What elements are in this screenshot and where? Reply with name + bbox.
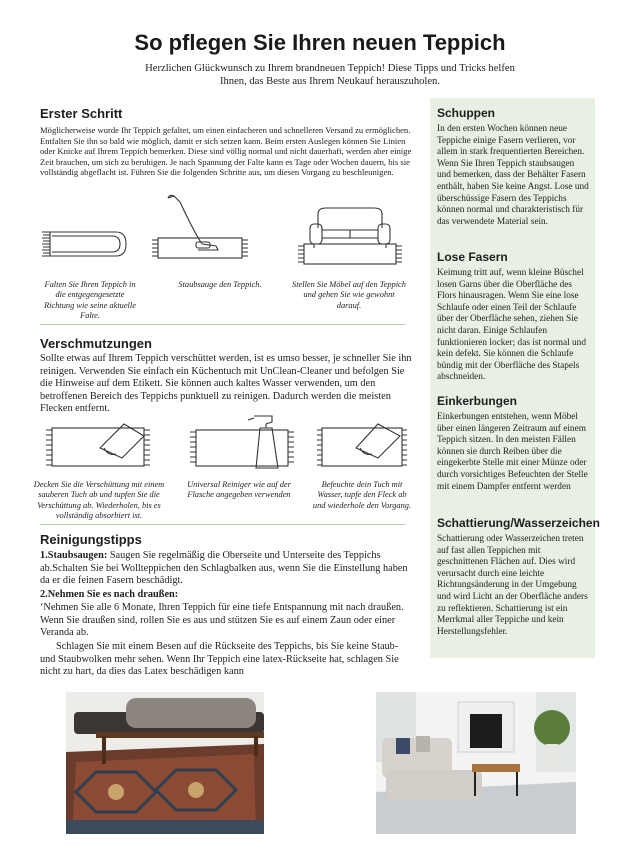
tip-outside-text2: Schlagen Sie mit einem Besen auf die Rückseite des Teppichs, bis Sie keine Staub- und Staubwolken mehr sehen. Wenn Ihr Teppich eine latex-Rückseite hat, schlagen Sie nicht zu hart, da dies das Latex beschädigen kann	[40, 641, 399, 678]
heading-verschmutzungen: Verschmutzungen	[40, 336, 152, 351]
spray-bottle-illustration	[188, 412, 298, 474]
sidebar-heading-schuppen: Schuppen	[437, 106, 496, 120]
tip-outside	[40, 589, 412, 602]
intro-text: Herzlichen Glückwunsch zu Ihrem brandneuen Teppich! Diese Tipps und Tricks helfen Ihnen, das Beste aus Ihrem Neukauf herauszuholen.	[145, 63, 515, 87]
caption-furniture: Stellen Sie Möbel auf den Teppich und gehen Sie wie gewohnt darauf.	[292, 280, 406, 310]
rug-bench-photo	[66, 692, 264, 834]
vacuum-illustration	[150, 192, 250, 268]
sidebar-text-schuppen: In den ersten Wochen können neue Teppiche einige Fasern verlieren, vor allem in stark frequentierten Bereichen. Wenn Sie Ihren Teppich staubsaugen und bemerken, dass der Behälter Fasern enthält, haben Sie keine Angst. Lose und überschüssige Fasern des Teppichs können normal und charakteristisch für das verwendete Material sein.	[437, 124, 589, 227]
erster-schritt-text: Möglicherweise wurde Ihr Teppich gefaltet, um einen einfacheren und schnelleren Versand zu ermöglichen. Entfalten Sie ihn so bald wie möglich, damit er sich setzen kann. Beim ersten Auslegen können Sie Linien oder Knicke auf Ihrem Teppich bemerken. Diese sind völlig normal und nicht dauerhaft, werden aber einige Zeit brauchen, um sich zu beruhigen. Je nach Spannung der Falte kann es Tage oder Wochen dauern, bis sie vollständig abgeflacht ist. Führen Sie die folgenden Schritte aus, um diesen Vorgang zu beschleunigen.	[40, 125, 412, 178]
page-title: So pflegen Sie Ihren neuen Teppich	[134, 30, 506, 55]
sidebar-text-schattierung: Schattierung oder Wasserzeichen treten auf fast allen Teppichen mit geschnittenen Flächen auf. Dies wird verursacht durch eine leichte Richtungsänderung in der Umgebung und wird Licht an der Oberfläche anders zu reflektieren. Schattierung ist ein Merrkmal aller Teppiche und kein Herstellungsfehler.	[437, 534, 588, 637]
heading-reinigungstipps: Reinigungstipps	[40, 532, 142, 547]
sidebar-heading-schattierung: Schattierung/Wasserzeichen	[437, 516, 600, 530]
tip-number: 2.	[40, 589, 48, 600]
caption-water: Befeuchte dein Tuch mit Wasser, tupfe den Fleck ab und wiederhole den Vorgang.	[312, 480, 412, 510]
tip-label: Nehmen Sie es nach draußen:	[47, 589, 179, 600]
caption-blot: Decken Sie die Verschüttung mit einem sauberen Tuch ab und tupfen Sie die Verschüttung ab. Wiederholen, bis es vollständig absorbiert ist.	[33, 480, 165, 521]
sofa-illustration	[296, 200, 404, 268]
sidebar-text-einkerbungen: Einkerbungen entstehen, wenn Möbel über einen längeren Zeitraum auf einem Teppich sitzen. In den meisten Fällen können sie durch Reiben über die eingekerbte Stelle mit einer Münze oder durch vorsichtiges Befeuchten der Stelle mit einem Dampfer entfernt werden	[437, 412, 588, 492]
sidebar-text-lose-fasern: Keimung tritt auf, wenn kleine Büschel losen Garns über die Oberfläche des Flors hinausragen. Wenn Sie eine lose Schlaufe oder einen Teil der Schlaufe über der Oberfläche sehen, ziehen Sie nicht daran. Einige Schlaufen funktionieren locker; das ist normal und kein defekt. Sie können die Schlaufe bündig mit der Oberfläche des Stapels abschneiden.	[437, 268, 586, 383]
wet-cloth-illustration	[316, 418, 408, 474]
divider	[40, 324, 405, 325]
tip-vacuum	[40, 550, 412, 588]
caption-fold: Falten Sie Ihren Teppich in die entgegengesetzte Richtung wie seine aktuelle Falte.	[44, 280, 136, 321]
sidebar-heading-einkerbungen: Einkerbungen	[437, 394, 518, 408]
folded-rug-illustration	[38, 218, 130, 268]
tip-number: 1.	[40, 550, 48, 561]
verschmutzungen-text: Sollte etwas auf Ihrem Teppich verschüttet werden, ist es umso besser, je schneller Sie ihn reinigen. Verwenden Sie einfach ein Küchentuch mit UnClean-Cleaner und befolgen Sie die Hinweise auf dem Etikett. Sie können auch kaltes Wasser verwenden, um den betroffenen Bereich des Teppichs punktuell zu reinigen. Dadurch werden die meisten Flecken entfernt.	[40, 353, 412, 415]
divider	[40, 524, 405, 525]
tip-text: Saugen Sie regelmäßig die Oberseite und Unterseite des Teppichs ab.Schalten Sie bei Wollteppichen den Schlagbalken aus, wenn Sie die Einstellung haben da er die feinen Fasern beschädigt.	[40, 550, 408, 587]
cloth-blot-illustration	[44, 418, 152, 474]
tip-label: Staubsaugen:	[47, 550, 108, 561]
sidebar-panel	[430, 98, 600, 658]
tip-outside-text: ‘Nehmen Sie alle 6 Monate, Ihren Teppich für eine tiefe Entspannung mit nach draußen. Wenn Sie draußen sind, rollen Sie es aus und stützen Sie es auf einem Zaun oder einer Veranda ab.	[40, 602, 404, 639]
caption-vacuum: Staubsauge den Teppich.	[178, 280, 262, 289]
sidebar-heading-lose-fasern: Lose Fasern	[437, 250, 508, 264]
heading-erster-schritt: Erster Schritt	[40, 106, 123, 121]
caption-cleaner: Universal Reiniger wie auf der Flasche angegeben verwenden	[187, 480, 291, 500]
living-room-photo	[376, 692, 576, 834]
